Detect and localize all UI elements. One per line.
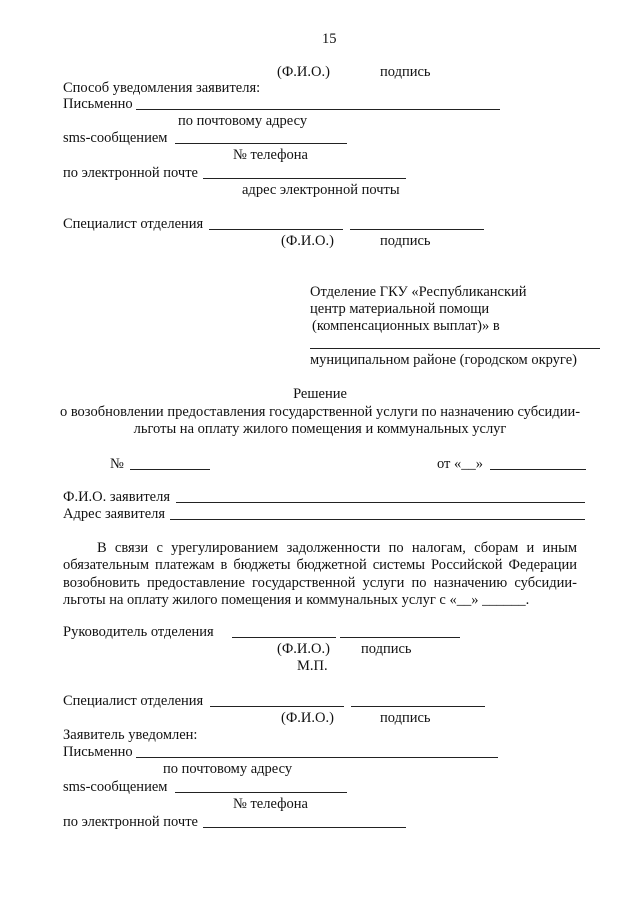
addressee-line-2: центр материальной помощи	[310, 301, 490, 317]
decision-subtitle-1: о возобновлении предоставления государственной услуги по назначению субсидии-	[59, 404, 581, 420]
written-label: Письменно	[63, 96, 133, 112]
addressee-line-1: Отделение ГКУ «Республиканский	[310, 284, 527, 300]
signature-caption: подпись	[380, 64, 431, 80]
head-fio-line[interactable]	[232, 637, 336, 638]
date-label: от «__»	[437, 456, 484, 472]
sms-label: sms-сообщением	[63, 130, 168, 146]
page-number: 15	[322, 31, 337, 47]
addressee-line-3: (компенсационных выплат)» в	[312, 318, 500, 334]
date-line[interactable]	[490, 469, 586, 470]
number-line[interactable]	[130, 469, 210, 470]
email-line[interactable]	[203, 827, 406, 828]
postal-address-line[interactable]	[136, 109, 500, 110]
applicant-address-label: Адрес заявителя	[63, 506, 166, 522]
phone-caption: № телефона	[233, 796, 308, 812]
applicant-fio-line[interactable]	[176, 502, 585, 503]
postal-caption: по почтовому адресу	[178, 113, 308, 129]
specialist-fio-line[interactable]	[209, 229, 343, 230]
specialist-signature-line[interactable]	[351, 706, 485, 707]
head-signature-line[interactable]	[340, 637, 460, 638]
phone-caption: № телефона	[233, 147, 308, 163]
addressee-district-line[interactable]	[310, 348, 600, 349]
fio-caption: (Ф.И.О.)	[277, 64, 330, 80]
specialist-label: Специалист отделения	[63, 693, 204, 709]
written-label: Письменно	[63, 744, 133, 760]
email-line[interactable]	[203, 178, 406, 179]
fio-caption: (Ф.И.О.)	[281, 233, 334, 249]
email-label: по электронной почте	[63, 814, 198, 830]
number-label: №	[110, 456, 124, 472]
stamp-caption: М.П.	[297, 658, 328, 674]
signature-caption: подпись	[380, 710, 431, 726]
fio-caption: (Ф.И.О.)	[281, 710, 334, 726]
addressee-line-4: муниципальном районе (городском округе)	[310, 352, 577, 368]
signature-caption: подпись	[361, 641, 412, 657]
fio-caption: (Ф.И.О.)	[277, 641, 330, 657]
decision-subtitle-2: льготы на оплату жилого помещения и коммунальных услуг	[133, 421, 507, 437]
sms-line[interactable]	[175, 792, 347, 793]
decision-title: Решение	[293, 386, 347, 402]
specialist-fio-line[interactable]	[210, 706, 344, 707]
postal-caption: по почтовому адресу	[163, 761, 293, 777]
head-label: Руководитель отделения	[63, 624, 214, 640]
sms-line[interactable]	[175, 143, 347, 144]
applicant-address-line[interactable]	[170, 519, 585, 520]
notify-title: Способ уведомления заявителя:	[63, 80, 261, 96]
notified-title: Заявитель уведомлен:	[63, 727, 198, 743]
postal-address-line[interactable]	[136, 757, 498, 758]
body-text: В связи с урегулированием задолженности по налогам, сборам и иным обязательным платежам в бюджеты бюджетной системы Российской Федерации возобновить предоставление государственной услуги по назначению субсидии-льготы на оплату жилого помещения и коммунальных услуг с «__» ______.	[63, 540, 577, 608]
email-caption: адрес электронной почты	[242, 182, 400, 198]
sms-label: sms-сообщением	[63, 779, 168, 795]
signature-caption: подпись	[380, 233, 431, 249]
specialist-label: Специалист отделения	[63, 216, 204, 232]
email-label: по электронной почте	[63, 165, 198, 181]
applicant-fio-label: Ф.И.О. заявителя	[63, 489, 171, 505]
specialist-signature-line[interactable]	[350, 229, 484, 230]
